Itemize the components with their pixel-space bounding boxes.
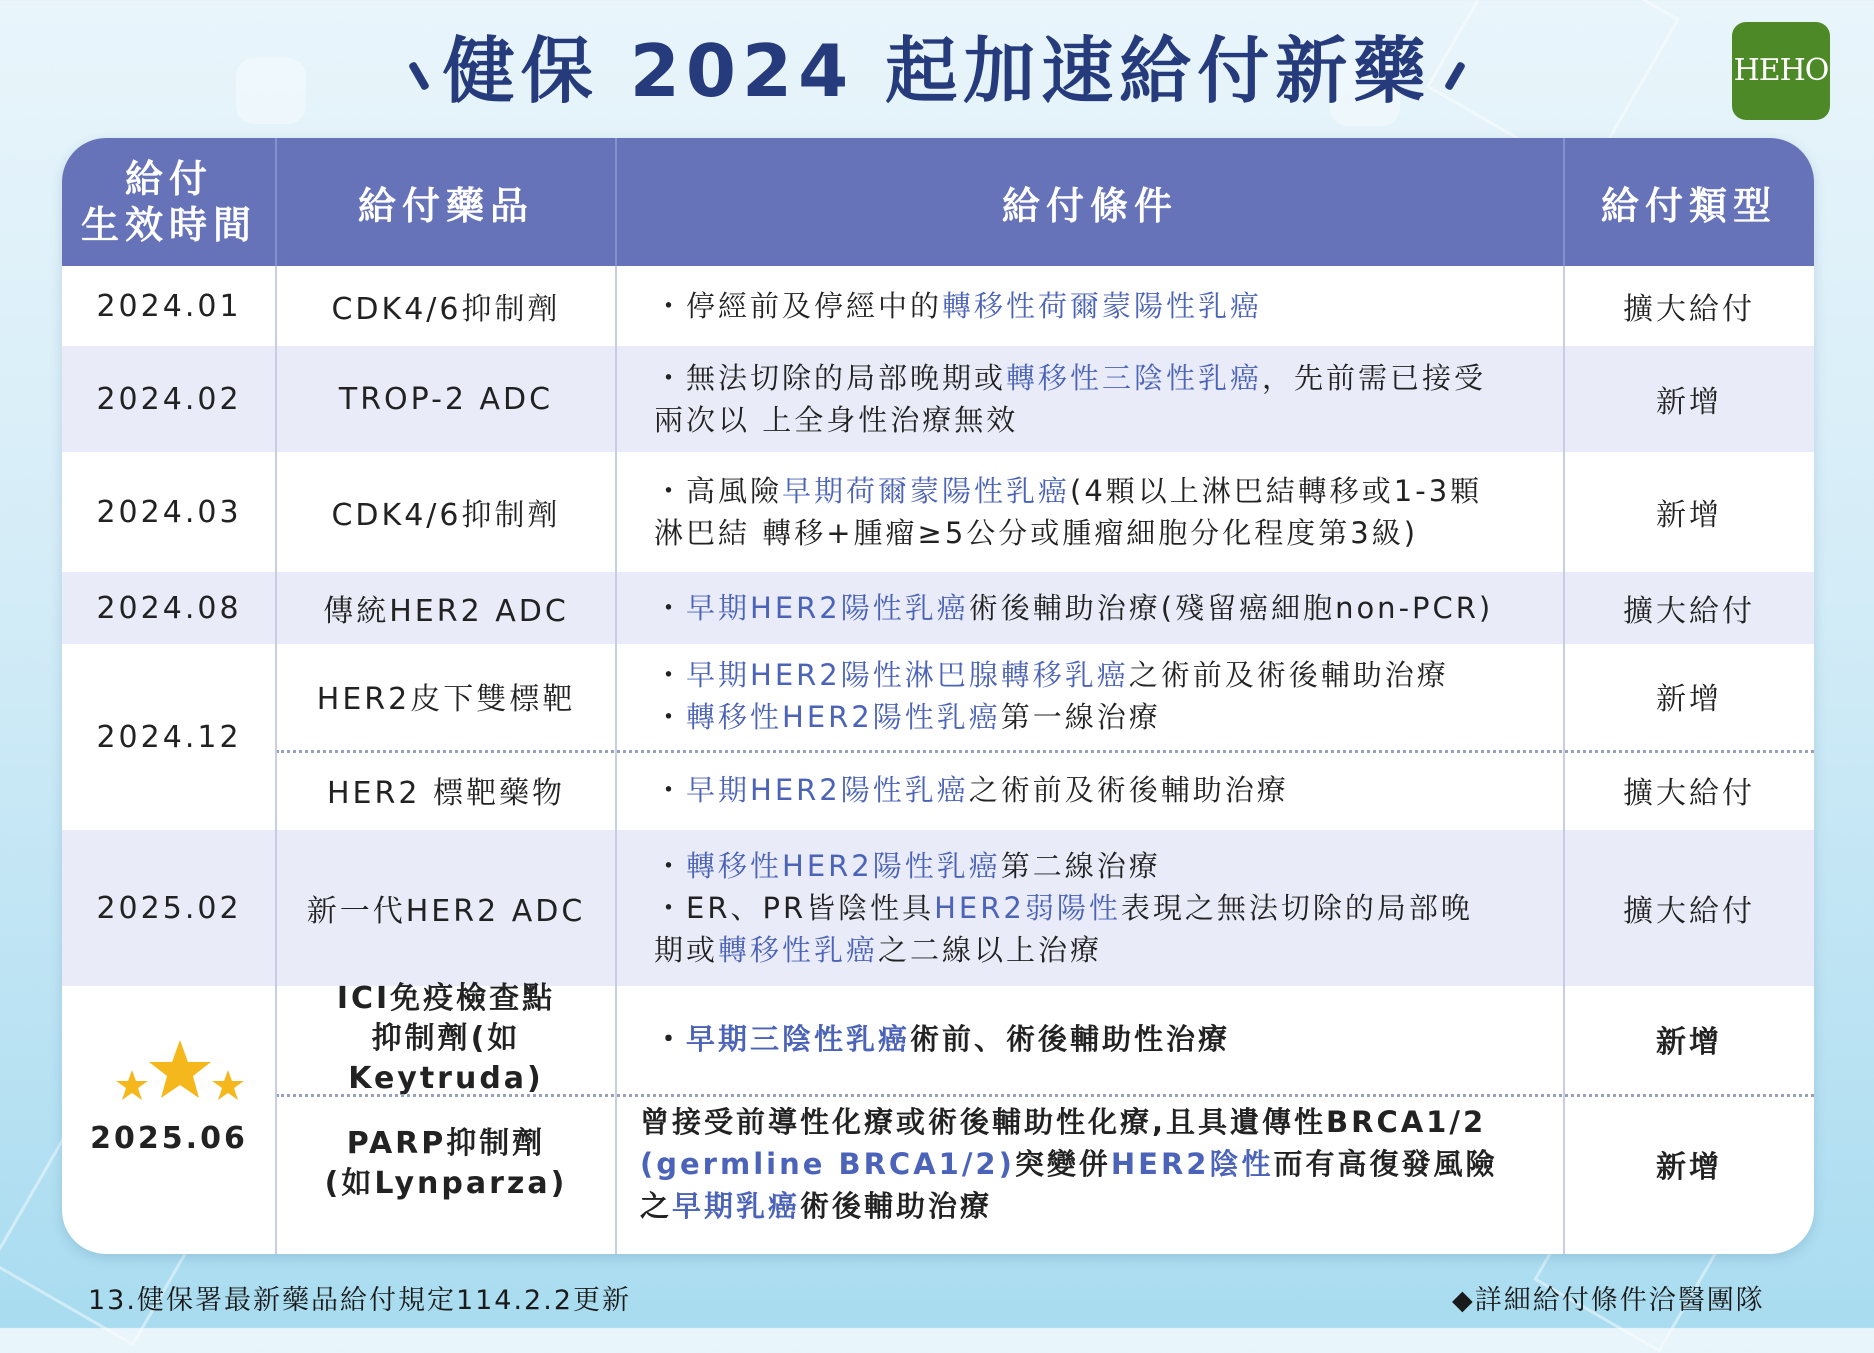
row-date: 2025.06 [90, 1120, 248, 1156]
row-condition [654, 750, 1554, 830]
condition-text: ・ [654, 773, 687, 807]
condition-line [654, 654, 1554, 696]
table-row [62, 572, 1814, 644]
table-row [62, 346, 1814, 452]
condition-line [654, 769, 1554, 811]
page-title [0, 26, 1874, 116]
condition-text: (4顆以上淋巴結轉移或1-3顆 [1070, 474, 1483, 508]
condition-line [654, 887, 1554, 929]
condition-text: 兩次以 上全身性治療無效 [654, 403, 1019, 437]
condition-text: 而有高復發風險 [1273, 1147, 1498, 1181]
title-slash-left [408, 61, 430, 91]
row-type: 新增 [1656, 682, 1722, 717]
condition-line [654, 1018, 1554, 1060]
table-row [62, 266, 1814, 346]
drug-line: 抑制劑(如Keytruda) [348, 1021, 544, 1096]
row-drug: HER2皮下雙標靶 [316, 682, 576, 717]
row-drug: HER2 標靶藥物 [327, 776, 565, 811]
condition-text: 期或 [654, 933, 719, 967]
row-type: 擴大給付 [1623, 776, 1755, 811]
heho-logo: HEHO [1732, 22, 1830, 120]
condition-line [654, 470, 1554, 512]
condition-line [654, 399, 1554, 441]
row-condition [640, 1094, 1560, 1234]
condition-highlight: HER2陰性 [1110, 1147, 1274, 1181]
header-type: 給付類型 [1600, 183, 1777, 228]
column-divider [615, 266, 617, 1254]
condition-line [654, 357, 1554, 399]
drug-line: ICI免疫檢查點 [336, 981, 556, 1016]
table-row [62, 830, 1814, 986]
row-date: 2024.03 [96, 494, 242, 530]
row-date: 2024.08 [96, 590, 242, 626]
row-date: 2024.02 [96, 381, 242, 417]
table-row [62, 981, 1814, 1096]
row-date: 2024.12 [96, 719, 242, 755]
condition-text: ・無法切除的局部晚期或 [654, 361, 1007, 395]
condition-text: 術後輔助治療(殘留癌細胞non-PCR) [968, 591, 1494, 625]
condition-text: ・ [654, 700, 687, 734]
row-type: 新增 [1656, 385, 1722, 420]
condition-highlight: 轉移性三陰性乳癌 [1006, 361, 1263, 395]
row-drug: 新一代HER2 ADC [306, 894, 586, 929]
condition-line [640, 1185, 1560, 1227]
row-drug: 傳統HER2 ADC [323, 594, 569, 629]
condition-text: 曾接受前導性化療或術後輔助性化療,且具遺傳性BRCA1/2 [640, 1105, 1487, 1139]
row-drug [276, 1094, 616, 1234]
condition-line [654, 587, 1554, 629]
condition-text: 術後輔助治療 [800, 1189, 993, 1223]
row-date: 2025.02 [96, 890, 242, 926]
condition-line [654, 512, 1554, 554]
condition-highlight: 轉移性荷爾蒙陽性乳癌 [942, 289, 1263, 323]
row-date: 2024.01 [96, 288, 242, 324]
condition-text: 表現之無法切除的局部晚 [1120, 891, 1473, 925]
header-divider [615, 138, 617, 266]
row-condition [654, 986, 1554, 1092]
drug-table [62, 138, 1814, 1254]
row-condition [654, 644, 1554, 748]
column-divider [1563, 266, 1565, 1254]
condition-line [654, 845, 1554, 887]
row-condition [654, 346, 1554, 452]
table-row [62, 1094, 1814, 1234]
header-divider [1563, 138, 1565, 266]
condition-line [640, 1143, 1560, 1185]
condition-highlight: 早期荷爾蒙陽性乳癌 [782, 474, 1071, 508]
condition-text: ・高風險 [654, 474, 783, 508]
condition-line [654, 929, 1554, 971]
row-type: 新增 [1656, 498, 1722, 533]
condition-line [654, 696, 1554, 738]
table-row [62, 452, 1814, 572]
condition-highlight: 早期三陰性乳癌 [686, 1022, 911, 1056]
condition-highlight: 轉移性乳癌 [718, 933, 879, 967]
condition-text: 之 [640, 1189, 673, 1223]
title-slash-right [1444, 61, 1466, 91]
table-row [62, 750, 1814, 830]
condition-text: 之二線以上治療 [878, 933, 1103, 967]
row-condition [654, 572, 1554, 644]
condition-line [640, 1101, 1560, 1143]
condition-text: ・停經前及停經中的 [654, 289, 943, 323]
header-date-line2: 生效時間 [80, 203, 257, 247]
condition-text: 之術前及術後輔助治療 [968, 773, 1289, 807]
condition-highlight: 轉移性HER2陽性乳癌 [686, 700, 1001, 734]
row-drug: CDK4/6抑制劑 [331, 292, 561, 327]
condition-highlight: (germline BRCA1/2) [640, 1147, 1015, 1181]
row-drug: TROP-2 ADC [338, 381, 554, 417]
drug-line: PARP抑制劑 [346, 1126, 546, 1161]
row-type: 新增 [1656, 1150, 1722, 1185]
condition-highlight: 早期乳癌 [672, 1189, 801, 1223]
condition-text: 第二線治療 [1000, 849, 1161, 883]
table-row [62, 644, 1814, 748]
header-date [62, 138, 276, 266]
row-drug: CDK4/6抑制劑 [331, 498, 561, 533]
condition-text: 術前、術後輔助性治療 [910, 1022, 1231, 1056]
column-divider [275, 266, 277, 1254]
condition-text: 之術前及術後輔助治療 [1128, 658, 1449, 692]
header-date-line1: 給付 [124, 157, 213, 201]
row-condition [654, 266, 1554, 346]
condition-text: ・ [654, 591, 687, 625]
condition-highlight: 轉移性HER2陽性乳癌 [686, 849, 1001, 883]
condition-highlight: 早期HER2陽性淋巴腺轉移乳癌 [686, 658, 1129, 692]
row-type: 擴大給付 [1623, 894, 1755, 929]
row-drug [276, 981, 616, 1096]
condition-text: 突變併 [1014, 1147, 1111, 1181]
row-type: 擴大給付 [1623, 292, 1755, 327]
condition-text: 第一線治療 [1000, 700, 1161, 734]
condition-highlight: HER2弱陽性 [934, 891, 1121, 925]
condition-text: ，先前需已接受 [1262, 361, 1487, 395]
condition-text: ・ [654, 1022, 687, 1056]
row-condition [654, 830, 1554, 986]
condition-text: ・ [654, 849, 687, 883]
header-divider [275, 138, 277, 266]
condition-highlight: 早期HER2陽性乳癌 [686, 591, 969, 625]
row-type: 新增 [1656, 1025, 1722, 1060]
drug-line: (如Lynparza) [324, 1166, 568, 1201]
condition-highlight: 早期HER2陽性乳癌 [686, 773, 969, 807]
footer-source: 13.健保署最新藥品給付規定114.2.2更新 [88, 1285, 631, 1316]
condition-text: ・ [654, 658, 687, 692]
condition-text: ・ER、PR皆陰性具 [654, 891, 935, 925]
condition-line [654, 285, 1554, 327]
header-condition: 給付條件 [1001, 183, 1178, 228]
row-type: 擴大給付 [1623, 594, 1755, 629]
header-drug: 給付藥品 [357, 183, 534, 228]
condition-text: 淋巴結 轉移+腫瘤≥5公分或腫瘤細胞分化程度第3級) [654, 516, 1419, 550]
page-title-text: 健保 2024 起加速給付新藥 [442, 29, 1432, 113]
row-condition [654, 452, 1554, 572]
footer-note: ◆詳細給付條件洽醫團隊 [1452, 1285, 1765, 1316]
